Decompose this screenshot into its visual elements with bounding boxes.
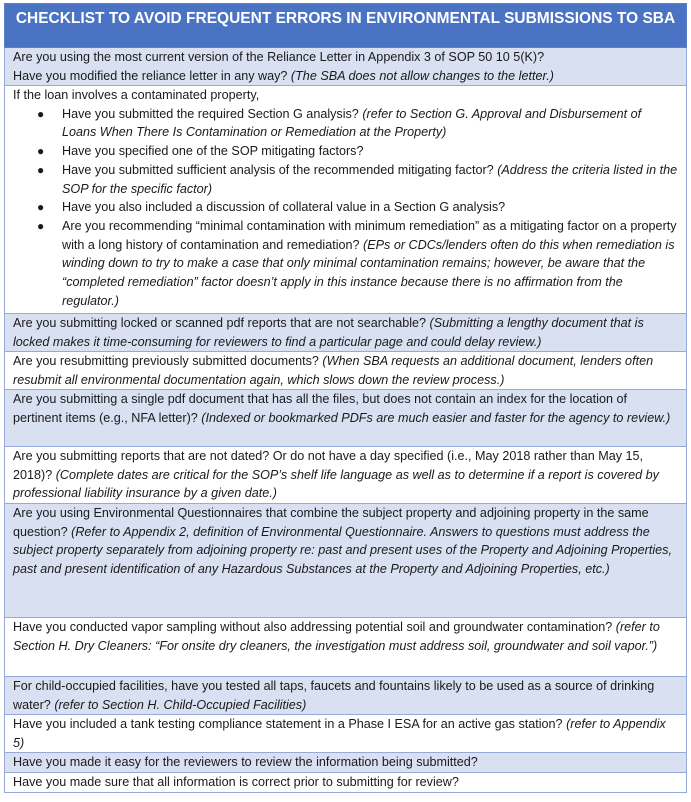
checklist-row-contaminated-property [4, 86, 687, 314]
checklist-table [4, 3, 687, 793]
row-text: Have you conducted vapor sampling without also addressing potential soil and groundwater contamination? [13, 620, 613, 634]
checklist-row-vapor-sampling [4, 618, 687, 677]
row-note: (The SBA does not allow changes to the letter.) [290, 68, 554, 83]
row-text: Have you modified the reliance letter in any way? (The SBA does not allow changes to the letter.) [13, 68, 554, 83]
row-note: (Refer to Appendix 2, definition of Environmental Questionnaire. Answers to questions must address the subject property separately from adjoining property re: past and present uses of the Property and Adjoining Properties, past and present identification of any Hazardous Substances at the Property and Adjoining Properties, etc.) [13, 524, 672, 577]
list-item: ● Have you specified one of the SOP mitigating factors? [13, 142, 678, 161]
row-text: Have you made it easy for the reviewers to review the information being submitted? [13, 755, 478, 769]
row-text: Are you using the most current version of the Reliance Letter in Appendix 3 of SOP 50 10 5(K)? [13, 50, 545, 64]
row-note: (Indexed or bookmarked PDFs are much easier and faster for the agency to review.) [201, 410, 671, 425]
row-note: (When SBA requests an additional document, lenders often resubmit all environmental documentation again, which slows down the review process.) [13, 354, 654, 387]
checklist-row-resubmitting [4, 352, 687, 390]
bullet-icon: ● [37, 218, 45, 233]
checklist-row-correct-info [4, 773, 687, 793]
row-text: For child-occupied facilities, have you tested all taps, faucets and fountains likely to be used as a source of drinking water? [13, 679, 655, 712]
row-note: (Submitting a lengthy document that is locked makes it time-consuming for reviewers to find a particular page and could delay review.) [13, 316, 644, 349]
row-text: Are you resubmitting previously submitted documents? [13, 354, 319, 368]
row-note: (Complete dates are critical for the SOP’s shelf life language as well as to determine if a report is covered by professional liability insurance by a given date.) [13, 467, 659, 501]
checklist-row-locked-pdf [4, 314, 687, 352]
list-item: ● Are you recommending “minimal contamination with minimum remediation” as a mitigating factor on a property with a long history of contamination and remediation? (EPs or CDCs/lenders often do this when remediation is winding down to try to make a case that only minimal contamination remains; however, be aware that the “completed remediation” factor doesn’t apply in this instance because there is no affirmation from the regulator.) [37, 218, 677, 308]
row-note: (refer to Appendix 5) [13, 717, 666, 750]
row-note: (EPs or CDCs/lenders often do this when remediation is winding down to try to make a case that only minimal contamination remains; however, be aware that the “completed remediation” factor doesn’t apply in this instance because there is no affirmation from the regulator.) [62, 237, 675, 308]
list-item: ● Have you also included a discussion of collateral value in a Section G analysis? [13, 198, 678, 217]
checklist-row-tank-testing [4, 715, 687, 753]
bullet-list [13, 105, 678, 311]
bullet-icon: ● [37, 162, 45, 177]
row-text: Have you made sure that all information is correct prior to submitting for review? [13, 775, 459, 789]
checklist-row-pdf-index [4, 390, 687, 447]
checklist-row-reliance-letter [4, 48, 687, 86]
bullet-icon: ● [37, 200, 45, 215]
row-note: (refer to Section H. Dry Cleaners: “For onsite dry cleaners, the investigation must address soil, groundwater and soil vapor.”) [13, 620, 660, 653]
table-title: CHECKLIST TO AVOID FREQUENT ERRORS IN ENVIRONMENTAL SUBMISSIONS TO SBA [4, 3, 687, 48]
row-text: Are you submitting a single pdf document that has all the files, but does not contain an index for the location of pertinent items (e.g., NFA letter)? [13, 392, 627, 425]
checklist-row-questionnaires [4, 504, 687, 618]
row-note: (refer to Section G. Approval and Disbursement of Loans When There Is Contamination or Remediation at the Property) [62, 106, 642, 140]
row-note: (Address the criteria listed in the SOP for the specific factor) [62, 162, 678, 196]
row-note: (refer to Section H. Child-Occupied Facilities) [54, 697, 307, 712]
list-item: ● Have you submitted the required Section G analysis? (refer to Section G. Approval and Disbursement of Loans When There Is Contamination or Remediation at the Property) [37, 106, 642, 140]
checklist-row-report-dates [4, 447, 687, 504]
row-text: Are you submitting reports that are not dated? Or do not have a day specified (i.e., May 2018 rather than May 15, 2018)? [13, 449, 644, 482]
checklist-row-child-facilities [4, 677, 687, 715]
list-item: ● Have you submitted sufficient analysis of the recommended mitigating factor? (Address the criteria listed in the SOP for the specific factor) [37, 162, 678, 196]
row-text: If the loan involves a contaminated property, [13, 88, 260, 102]
row-text: Are you using Environmental Questionnaires that combine the subject property and adjoining property in the same question? [13, 506, 649, 539]
row-text: Are you submitting locked or scanned pdf reports that are not searchable? [13, 316, 427, 330]
bullet-icon: ● [37, 144, 45, 159]
bullet-icon: ● [37, 106, 45, 121]
row-text: Have you included a tank testing compliance statement in a Phase I ESA for an active gas station? [13, 717, 563, 731]
checklist-row-easy-review [4, 753, 687, 773]
